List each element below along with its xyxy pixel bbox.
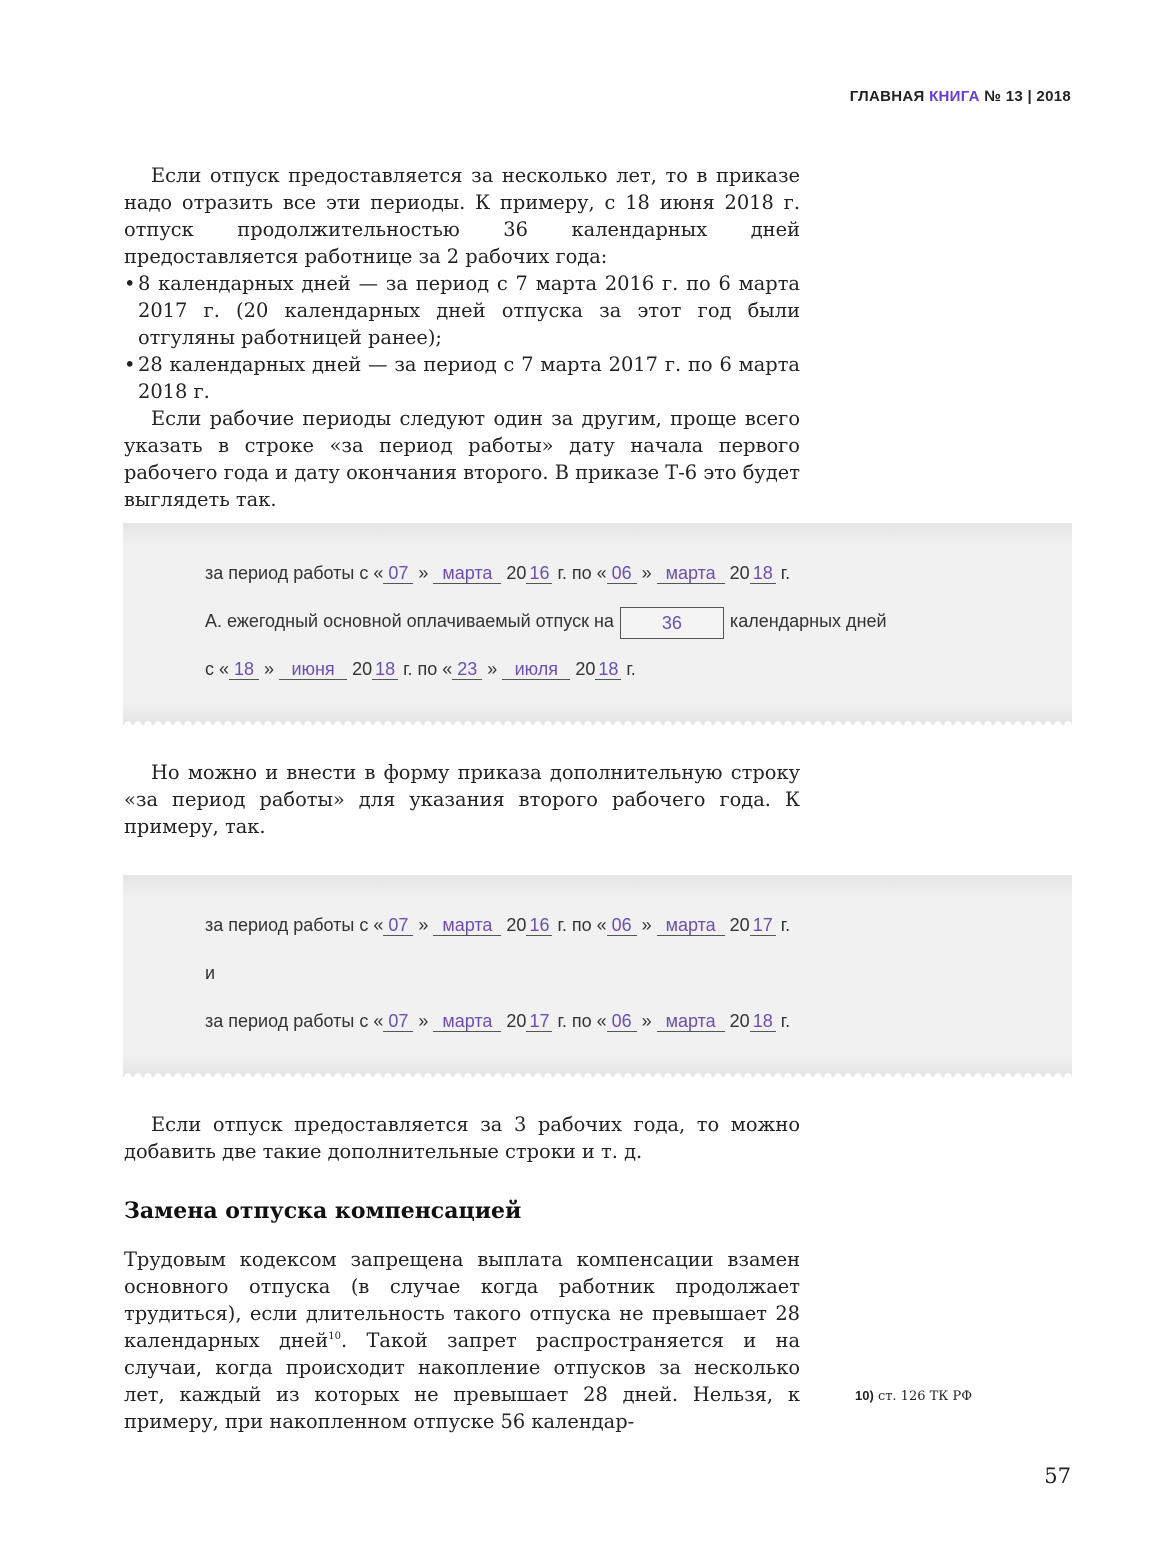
from-month-field: марта <box>433 563 501 584</box>
intro-paragraph-1: Если отпуск предоставляется за несколько лет, то в приказе надо отразить все эти периоды. К примеру, с 18 июня 2018 г. отпуск продолжительностью 36 календарных дней предоставляется работнице за 2 рабочих года: <box>124 164 800 268</box>
issue-number: № 13 | 2018 <box>984 88 1071 105</box>
footnote-ref: 10 <box>328 1330 341 1342</box>
form-example-1 <box>123 523 1072 725</box>
from-month-field: марта <box>433 915 501 936</box>
form1-vacation-dates-line: с « 18 » июня 20 18 г. по « 23 » июля 20 18 г. <box>205 659 636 679</box>
from-year-field: 16 <box>526 915 552 936</box>
from-day-field: 07 <box>383 1011 413 1032</box>
page-number: 57 <box>1044 1464 1071 1488</box>
form-example-2 <box>123 875 1072 1077</box>
to-day-field: 06 <box>607 915 637 936</box>
section-heading: Замена отпуска компенсацией <box>124 1198 522 1224</box>
from-day-field: 07 <box>383 915 413 936</box>
vacation-to-day-field: 23 <box>452 659 482 680</box>
vacation-to-month-field: июля <box>502 659 570 680</box>
to-month-field: марта <box>657 563 725 584</box>
running-header <box>850 88 1071 105</box>
brand-accent: КНИГА <box>929 88 980 105</box>
to-year-field: 18 <box>750 1011 776 1032</box>
to-day-field: 06 <box>607 1011 637 1032</box>
periods-list <box>124 270 800 405</box>
vacation-from-month-field: июня <box>279 659 347 680</box>
list-item: • 8 календарных дней — за период с 7 марта 2016 г. по 6 марта 2017 г. (20 календарных дней отпуска за этот год были отгуляны работницей ранее); <box>124 270 800 351</box>
form2-and-line: и <box>205 963 216 983</box>
intro-paragraph-2: Если рабочие периоды следуют один за другим, проще всего указать в строке «за период работы» дату начала первого рабочего года и дату окончания второго. В приказе Т-6 это будет выглядеть так. <box>124 407 800 511</box>
footnote-number: 10) <box>855 1388 874 1403</box>
to-month-field: марта <box>657 915 725 936</box>
section-text <box>124 1246 800 1435</box>
to-month-field: марта <box>657 1011 725 1032</box>
section-paragraph: Трудовым кодексом запрещена выплата компенсации взамен основного отпуска (в случае когда работник продолжает трудиться), если длительность такого отпуска не превышает 28 календарных дней$^{10}$. Такой запрет распространяется и на случаи, когда происходит накопление отпусков за несколько лет, каждый из которых не превышает 28 дней. Нельзя, к примеру, при накопленном отпуске 56 календар- <box>124 1248 800 1433</box>
from-month-field: марта <box>433 1011 501 1032</box>
to-year-field: 18 <box>750 563 776 584</box>
vacation-from-day-field: 18 <box>229 659 259 680</box>
form2-period-line-1: за период работы с « 07 » марта 20 16 г. по « 06 » марта 20 17 г. <box>205 915 791 935</box>
to-day-field: 06 <box>607 563 637 584</box>
from-year-field: 16 <box>526 563 552 584</box>
vacation-from-year-field: 18 <box>372 659 398 680</box>
form2-period-line-2: за период работы с « 07 » марта 20 17 г. по « 06 » марта 20 18 г. <box>205 1011 791 1031</box>
to-year-field: 17 <box>750 915 776 936</box>
footnote-text: ст. 126 ТК РФ <box>877 1389 973 1404</box>
days-count-box: 36 <box>620 607 724 639</box>
form1-period-line: за период работы с « 07 » марта 20 16 г. по « 06 » марта 20 18 г. <box>205 563 791 583</box>
middle-text <box>124 759 800 840</box>
after-form-text <box>124 1111 800 1165</box>
from-day-field: 07 <box>383 563 413 584</box>
from-year-field: 17 <box>526 1011 552 1032</box>
vacation-to-year-field: 18 <box>595 659 621 680</box>
form1-vacation-days-line: А. ежегодный основной оплачиваемый отпуск на 36 календарных дней <box>205 605 887 637</box>
intro-text <box>124 162 800 513</box>
list-item: • 28 календарных дней — за период с 7 марта 2017 г. по 6 марта 2018 г. <box>124 351 800 405</box>
middle-paragraph: Но можно и внести в форму приказа дополнительную строку «за период работы» для указания второго рабочего года. К примеру, так. <box>124 761 800 838</box>
footnote <box>855 1388 972 1404</box>
after-form-paragraph: Если отпуск предоставляется за 3 рабочих года, то можно добавить две такие дополнительные строки и т. д. <box>124 1113 800 1163</box>
brand-main: ГЛАВНАЯ <box>849 88 925 105</box>
